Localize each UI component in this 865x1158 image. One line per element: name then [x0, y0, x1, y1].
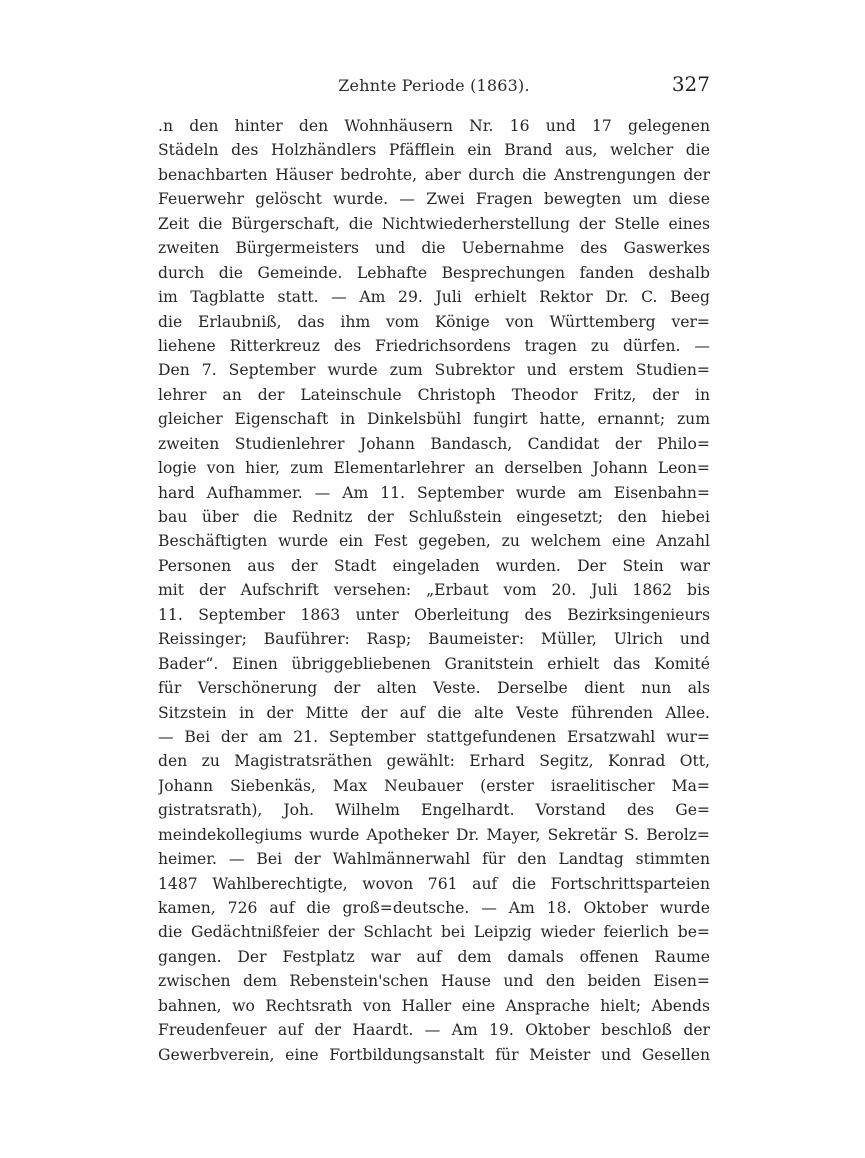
- text-line: lehrer an der Lateinschule Christoph Theodor Fritz, der in: [158, 385, 710, 404]
- text-line: .n den hinter den Wohnhäusern Nr. 16 und 17 gelegenen: [158, 117, 710, 135]
- text-line: zweiten Studienlehrer Johann Bandasch, Candidat der Philo=: [158, 434, 710, 453]
- text-line: Johann Siebenkäs, Max Neubauer (erster israelitischer Ma=: [158, 776, 710, 795]
- page-number: 327: [671, 72, 710, 96]
- text-line: bau über die Rednitz der Schlußstein eingesetzt; den hiebei: [158, 508, 710, 526]
- text-line: die Erlaubniß, das ihm vom Könige von Württemberg ver=: [158, 312, 710, 331]
- text-line: im Tagblatte statt. — Am 29. Juli erhielt Rektor Dr. C. Beeg: [158, 288, 710, 307]
- text-line: Feuerwehr gelöscht wurde. — Zwei Fragen bewegten um diese: [158, 190, 710, 209]
- text-line: Bader“. Einen übriggebliebenen Granitstein erhielt das Komité: [158, 654, 710, 673]
- text-line: Städeln des Holzhändlers Pfäfflein ein Brand aus, welcher die: [158, 141, 710, 160]
- text-line: mit der Aufschrift versehen: „Erbaut vom 20. Juli 1862 bis: [158, 581, 710, 600]
- text-line: durch die Gemeinde. Lebhafte Besprechungen fanden deshalb: [158, 263, 710, 282]
- text-line: Beschäftigten wurde ein Fest gegeben, zu welchem eine Anzahl: [158, 532, 710, 551]
- text-line: Reissinger; Bauführer: Rasp; Baumeister: Müller, Ulrich und: [158, 630, 710, 649]
- running-head: [158, 72, 710, 102]
- text-line: — Bei der am 21. September stattgefundenen Ersatzwahl wur=: [158, 727, 710, 746]
- text-line: zweiten Bürgermeisters und die Uebernahme des Gaswerkes: [158, 239, 710, 258]
- text-line: bahnen, wo Rechtsrath von Haller eine Ansprache hielt; Abends: [158, 996, 710, 1015]
- text-line: den zu Magistratsräthen gewählt: Erhard Segitz, Konrad Ott,: [158, 752, 710, 771]
- text-line: meindekollegiums wurde Apotheker Dr. Mayer, Sekretär S. Berolz=: [158, 825, 710, 844]
- text-line: gistratsrath), Joh. Wilhelm Engelhardt. Vorstand des Ge=: [158, 801, 710, 820]
- text-line: die Gedächtnißfeier der Schlacht bei Leipzig wieder feierlich be=: [158, 923, 710, 942]
- text-line: logie von hier, zum Elementarlehrer an derselben Johann Leon=: [158, 459, 710, 478]
- text-line: 1487 Wahlberechtigte, wovon 761 auf die Fortschrittsparteien: [158, 874, 710, 893]
- running-title: Zehnte Periode (1863).: [338, 76, 530, 95]
- text-line: Freudenfeuer auf der Haardt. — Am 19. Oktober beschloß der: [158, 1021, 710, 1040]
- text-line: gangen. Der Festplatz war auf dem damals offenen Raume: [158, 947, 710, 966]
- text-line: heimer. — Bei der Wahlmännerwahl für den Landtag stimmten: [158, 850, 710, 869]
- body-text: [158, 114, 710, 1067]
- text-line: 11. September 1863 unter Oberleitung des Bezirksingenieurs: [158, 605, 710, 624]
- text-line: zwischen dem Rebenstein'schen Hause und den beiden Eisen=: [158, 972, 710, 991]
- text-line: liehene Ritterkreuz des Friedrichsordens tragen zu dürfen. —: [158, 336, 710, 355]
- text-line: für Verschönerung der alten Veste. Derselbe dient nun als: [158, 679, 710, 698]
- text-line: hard Aufhammer. — Am 11. September wurde am Eisenbahn=: [158, 483, 710, 502]
- text-line: benachbarten Häuser bedrohte, aber durch die Anstrengungen der: [158, 165, 710, 184]
- text-line: Gewerbverein, eine Fortbildungsanstalt für Meister und Gesellen: [158, 1045, 710, 1064]
- text-line: Den 7. September wurde zum Subrektor und erstem Studien=: [158, 361, 710, 380]
- text-line: gleicher Eigenschaft in Dinkelsbühl fungirt hatte, ernannt; zum: [158, 410, 710, 429]
- text-line: Personen aus der Stadt eingeladen wurden. Der Stein war: [158, 556, 710, 575]
- text-line: Zeit die Bürgerschaft, die Nichtwiederherstellung der Stelle eines: [158, 214, 710, 233]
- text-line: Sitzstein in der Mitte der auf die alte Veste führenden Allee.: [158, 703, 710, 722]
- text-line: kamen, 726 auf die groß=deutsche. — Am 18. Oktober wurde: [158, 899, 710, 917]
